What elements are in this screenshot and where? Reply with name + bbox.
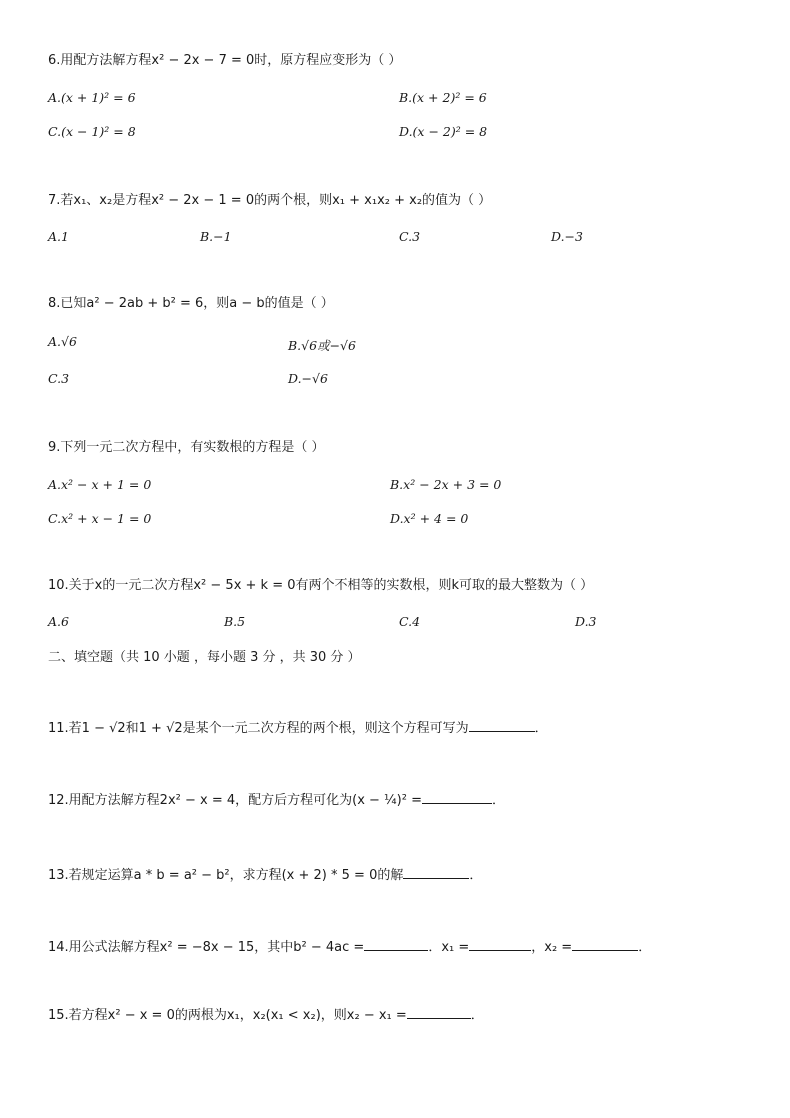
section-heading-fill-in: 二、填空题（共 10 小题 ，每小题 3 分 ，共 30 分 ） [48,650,361,665]
question-10-option-d: D.3 [575,614,597,629]
question-14 [48,938,651,957]
answer-blank-x2[interactable] [572,938,638,951]
question-14-end: ． [638,940,652,955]
question-6-option-b: B.(x + 2)² = 6 [399,90,487,105]
question-11-end: ． [534,721,548,736]
question-14-x2-label: ，x₂ = [531,940,573,955]
question-7-option-d: D.−3 [551,229,583,244]
question-8-option-d: D.−√6 [288,371,328,386]
question-12-end: ． [491,793,505,808]
question-10-stem: 10.关于x的一元二次方程x² − 5x + k = 0有两个不相等的实数根，则k可取的最大整数为（ ） [48,578,594,593]
question-9-stem: 9.下列一元二次方程中，有实数根的方程是（ ） [48,440,325,455]
question-7-option-a: A.1 [48,229,69,244]
question-9-option-b: B.x² − 2x + 3 = 0 [390,477,502,492]
question-13 [48,866,482,885]
question-9-option-c: C.x² + x − 1 = 0 [48,511,152,526]
question-15-end: ． [470,1008,484,1023]
question-10-option-c: C.4 [399,614,421,629]
answer-blank[interactable] [403,866,469,879]
question-10-option-b: B.5 [224,614,246,629]
question-15-text: 15.若方程x² − x = 0的两根为x₁，x₂(x₁ < x₂)，则x₂ − x₁ = [48,1008,407,1023]
question-10-option-a: A.6 [48,614,69,629]
question-6-option-a: A.(x + 1)² = 6 [48,90,136,105]
question-8-option-a: A.√6 [48,334,77,349]
question-9-option-d: D.x² + 4 = 0 [390,511,469,526]
question-14-text: 14.用公式法解方程x² = −8x − 15，其中b² − 4ac = [48,940,365,955]
question-7-option-c: C.3 [399,229,421,244]
question-9-option-a: A.x² − x + 1 = 0 [48,477,152,492]
question-13-end: ． [469,868,483,883]
question-12 [48,791,505,810]
question-7-option-b: B.−1 [200,229,232,244]
answer-blank[interactable] [469,719,535,732]
answer-blank-discriminant[interactable] [364,938,428,951]
question-8-option-b: B.√6或−√6 [288,338,356,353]
answer-blank[interactable] [407,1006,471,1019]
question-14-x1-label: ．x₁ = [428,940,470,955]
answer-blank[interactable] [422,791,492,804]
question-11-text: 11.若1 − √2和1 + √2是某个一元二次方程的两个根，则这个方程可写为 [48,721,469,736]
question-6-stem: 6.用配方法解方程x² − 2x − 7 = 0时，原方程应变形为（ ） [48,53,402,68]
question-6-option-c: C.(x − 1)² = 8 [48,124,136,139]
question-8-stem: 8.已知a² − 2ab + b² = 6，则a − b的值是（ ） [48,296,334,311]
question-6-option-d: D.(x − 2)² = 8 [399,124,488,139]
question-15 [48,1006,484,1025]
question-11 [48,719,548,738]
question-7-stem: 7.若x₁、x₂是方程x² − 2x − 1 = 0的两个根，则x₁ + x₁x₂ + x₂的值为（ ） [48,193,492,208]
answer-blank-x1[interactable] [469,938,531,951]
question-8-option-c: C.3 [48,371,70,386]
question-12-text: 12.用配方法解方程2x² − x = 4，配方后方程可化为(x − ¼)² = [48,793,422,808]
question-13-text: 13.若规定运算a * b = a² − b²，求方程(x + 2) * 5 = 0的解 [48,868,404,883]
